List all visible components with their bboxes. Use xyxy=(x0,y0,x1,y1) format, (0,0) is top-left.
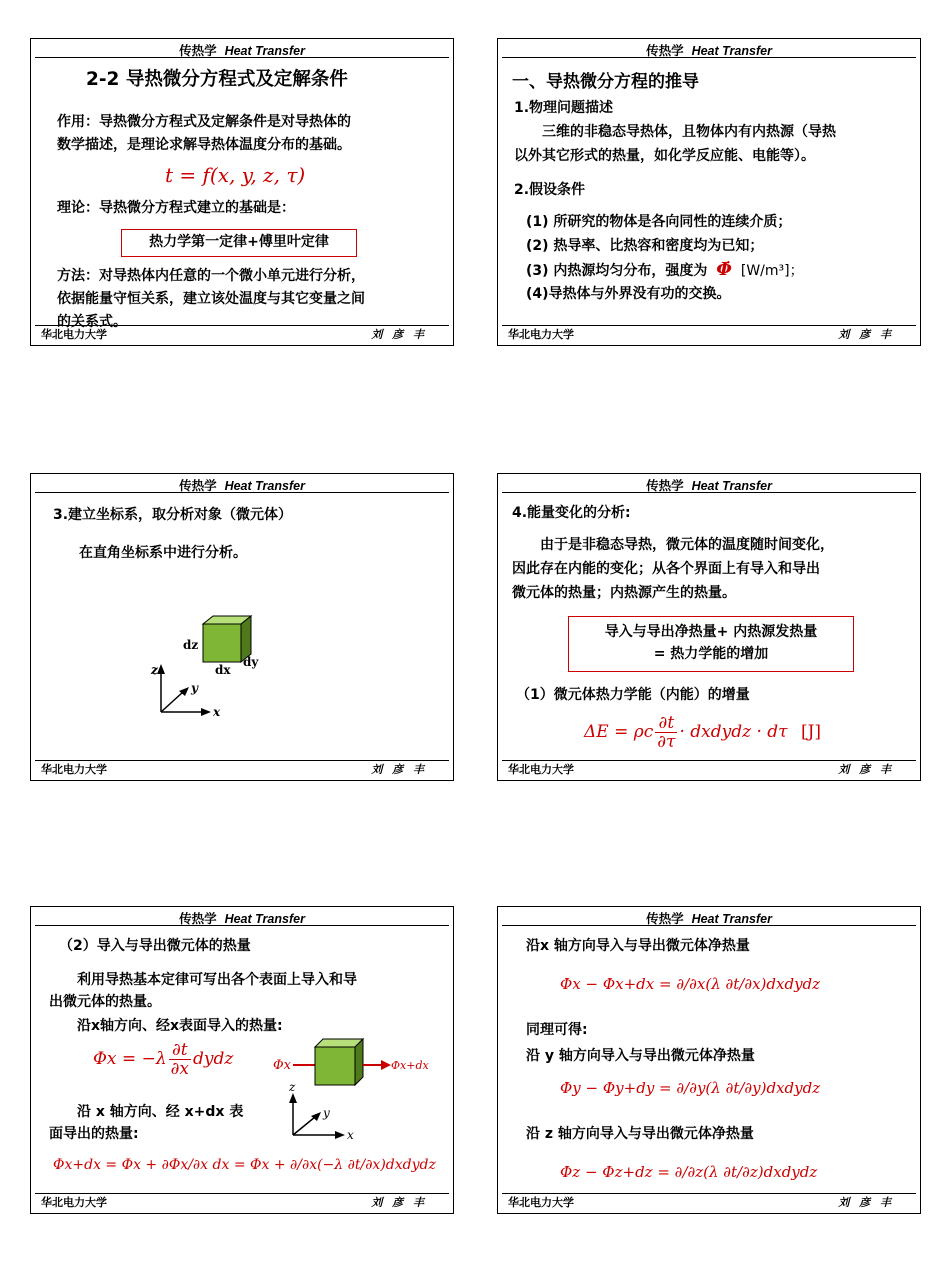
heat-in-equation: Φx = −λ $\frac{\partial t}{\partial x}$ dydz xyxy=(93,1040,234,1079)
axis-label-x: x xyxy=(213,705,221,719)
z-axis-arrow xyxy=(157,664,165,674)
slide-1 xyxy=(30,38,454,346)
section-heading: （2）导入与导出微元体的热量 xyxy=(59,938,251,954)
header-rule xyxy=(502,492,916,493)
slide-header: 传热学 Heat Transfer xyxy=(646,43,772,58)
footer-university: 华北电力大学 xyxy=(41,328,107,341)
footer-university: 华北电力大学 xyxy=(41,1196,107,1209)
assumption-3: (3) 内热源均匀分布，强度为 Φ̇ [W/m³]； xyxy=(526,259,804,280)
heat-source-symbol: Φ̇ xyxy=(716,259,732,280)
text-line: 方法：对导热体内任意的一个微小单元进行分析， xyxy=(57,268,365,284)
footer-author: 刘 彦 丰 xyxy=(838,1196,894,1209)
text-line: 面导出的热量: xyxy=(49,1126,139,1142)
slide-4 xyxy=(497,473,921,781)
slide-header: 传热学 Heat Transfer xyxy=(179,911,305,926)
slide-5 xyxy=(30,906,454,1214)
phi-out-label: Φx+dx xyxy=(391,1059,429,1072)
footer-university: 华北电力大学 xyxy=(508,328,574,341)
text-line: 沿 x 轴方向、经 x+dx 表 xyxy=(77,1104,244,1120)
section-heading: （1）微元体热力学能（内能）的增量 xyxy=(516,687,750,703)
slide-title: 一、导热微分方程的推导 xyxy=(512,72,699,92)
highlight-box: 热力学第一定律+傅里叶定律 xyxy=(121,229,357,257)
text-line: 同理可得: xyxy=(526,1022,588,1038)
assumption-4: (4)导热体与外界没有功的交换。 xyxy=(526,286,731,302)
text-line: 数学描述，是理论求解导热体温度分布的基础。 xyxy=(57,137,351,153)
footer-author: 刘 彦 丰 xyxy=(838,328,894,341)
label-dx: dx xyxy=(215,663,231,677)
net-heat-z-equation: Φz − Φz+dz = ∂/∂z(λ ∂t/∂z)dxdydz xyxy=(560,1163,818,1181)
phi-in-label: Φx xyxy=(273,1058,291,1073)
footer-author: 刘 彦 丰 xyxy=(838,763,894,776)
phi-out-arrow xyxy=(381,1060,391,1070)
heat-out-equation: Φx+dx = Φx + ∂Φx/∂x dx = Φx + ∂/∂x(−λ ∂t/∂x)dxdydz xyxy=(53,1157,436,1173)
footer-university: 华北电力大学 xyxy=(41,763,107,776)
slide-header: 传热学 Heat Transfer xyxy=(646,478,772,493)
section-heading: 沿 y 轴方向导入与导出微元体净热量 xyxy=(526,1048,755,1064)
axis-label-y: y xyxy=(323,1106,330,1120)
x-axis-arrow xyxy=(335,1131,345,1139)
text-line: 以外其它形式的热量，如化学反应能、电能等）。 xyxy=(514,148,815,164)
micro-element-diagram xyxy=(141,614,321,724)
net-heat-x-equation: Φx − Φx+dx = ∂/∂x(λ ∂t/∂x)dxdydz xyxy=(560,975,821,993)
z-axis-arrow xyxy=(289,1093,297,1103)
axis-label-z: z xyxy=(151,663,158,677)
slide-header: 传热学 Heat Transfer xyxy=(646,911,772,926)
label-dy: dy xyxy=(243,655,259,669)
cube-front-face xyxy=(315,1047,355,1085)
axis-label-z: z xyxy=(289,1080,296,1094)
footer-author: 刘 彦 丰 xyxy=(371,763,427,776)
text-line: 三维的非稳态导热体，且物体内有内热源（导热 xyxy=(542,124,836,140)
footer-university: 华北电力大学 xyxy=(508,1196,574,1209)
slide-3 xyxy=(30,473,454,781)
assumption-2: (2) 热导率、比热容和密度均为已知； xyxy=(526,238,764,254)
slide-title: 2-2 导热微分方程式及定解条件 xyxy=(86,69,348,90)
text-line: 利用导热基本定律可写出各个表面上导入和导 xyxy=(77,972,357,988)
heat-flow-diagram xyxy=(271,1035,451,1145)
text-line: 的关系式。 xyxy=(57,314,127,330)
formula: t = f(x, y, z, τ) xyxy=(165,163,306,187)
header-rule xyxy=(35,492,449,493)
axis-label-y: y xyxy=(191,681,198,695)
text-line: 沿x轴方向、经x表面导入的热量: xyxy=(77,1018,283,1034)
axis-label-x: x xyxy=(347,1128,354,1142)
header-rule xyxy=(35,925,449,926)
header-rule xyxy=(502,925,916,926)
text-line: 作用：导热微分方程式及定解条件是对导热体的 xyxy=(57,114,351,130)
net-heat-y-equation: Φy − Φy+dy = ∂/∂y(λ ∂t/∂y)dxdydz xyxy=(560,1079,821,1097)
text-line: 因此存在内能的变化；从各个界面上有导入和导出 xyxy=(512,561,820,577)
section-heading: 沿 z 轴方向导入与导出微元体净热量 xyxy=(526,1126,754,1142)
text-line: 依据能量守恒关系，建立该处温度与其它变量之间 xyxy=(57,291,365,307)
text-line: 出微元体的热量。 xyxy=(49,994,161,1010)
cube-side-face xyxy=(355,1039,363,1085)
section-heading: 2.假设条件 xyxy=(514,182,586,198)
section-heading: 1.物理问题描述 xyxy=(514,100,614,116)
footer-university: 华北电力大学 xyxy=(508,763,574,776)
slide-6 xyxy=(497,906,921,1214)
assumption-1: (1) 所研究的物体是各向同性的连续介质； xyxy=(526,214,792,230)
slide-header: 传热学 Heat Transfer xyxy=(179,43,305,58)
section-heading: 沿x 轴方向导入与导出微元体净热量 xyxy=(526,938,750,954)
footer-author: 刘 彦 丰 xyxy=(371,1196,427,1209)
internal-energy-equation: ΔE = ρc $\frac{\partial t}{\partial\tau}$ · dxdydz · dτ [J] xyxy=(584,713,822,752)
text-line: 微元体的热量；内热源产生的热量。 xyxy=(512,585,736,601)
section-heading: 4.能量变化的分析: xyxy=(512,505,631,521)
slide-2 xyxy=(497,38,921,346)
text-line: 由于是非稳态导热，微元体的温度随时间变化， xyxy=(540,537,834,553)
footer-author: 刘 彦 丰 xyxy=(371,328,427,341)
label-dz: dz xyxy=(183,638,199,652)
energy-balance-box: 导入与导出净热量+ 内热源发热量 = 热力学能的增加 xyxy=(568,616,854,672)
x-axis-arrow xyxy=(201,708,211,716)
slide-header: 传热学 Heat Transfer xyxy=(179,478,305,493)
section-heading: 3.建立坐标系，取分析对象（微元体） xyxy=(53,507,293,523)
header-rule xyxy=(35,57,449,58)
text-line: 理论：导热微分方程式建立的基础是： xyxy=(57,200,295,216)
header-rule xyxy=(502,57,916,58)
text-line: 在直角坐标系中进行分析。 xyxy=(79,545,247,561)
cube-front-face xyxy=(203,624,241,662)
